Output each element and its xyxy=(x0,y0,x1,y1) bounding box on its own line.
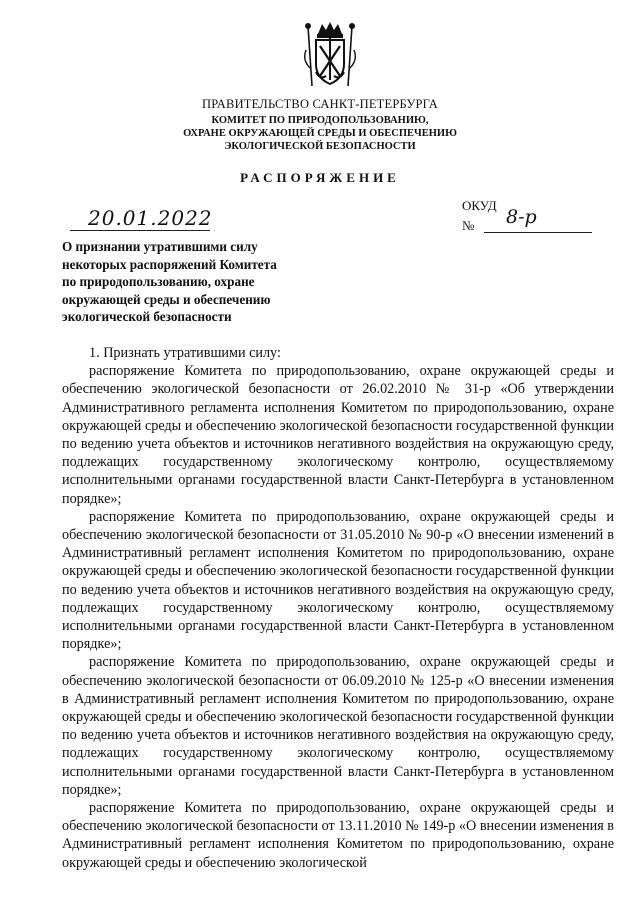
document-body xyxy=(62,344,614,872)
subject-line: окружающей среды и обеспечению xyxy=(62,291,271,307)
document-number: 8-р xyxy=(506,206,537,228)
subject-line: О признании утратившими силу xyxy=(62,239,258,254)
coat-of-arms-icon xyxy=(302,20,358,92)
committee-name xyxy=(0,114,640,153)
paragraph: распоряжение Комитета по природопользованию, охране окружающей среды и обеспечению экологической безопасности от 06.09.2010 № 125-р «О внесении изменения в Административный регламент исполнения Комитетом по природопользованию, охране окружающей среды и обеспечению экологической безопасности государственной функции по ведению учета объектов и источников негативного воздействия на окружающую среду, подлежащих государственному экологическому контролю, осуществляемому исполнительными органами государственной власти Санкт-Петербурга в установленном порядке»; xyxy=(62,654,614,798)
paragraph: 1. Признать утратившими силу: xyxy=(89,345,281,361)
committee-line-2: ОХРАНЕ ОКРУЖАЮЩЕЙ СРЕДЫ И ОБЕСПЕЧЕНИЮ xyxy=(183,128,457,139)
document-type: РАСПОРЯЖЕНИЕ xyxy=(240,170,400,185)
document-date: 20.01.2022 xyxy=(88,206,213,230)
number-sign: № xyxy=(462,218,475,233)
committee-line-1: КОМИТЕТ ПО ПРИРОДОПОЛЬЗОВАНИЮ, xyxy=(211,115,429,126)
paragraph: распоряжение Комитета по природопользованию, охране окружающей среды и обеспечению экологической безопасности от 13.11.2010 № 149-р «О внесении изменения в Административный регламент исполнения Комитетом по природопользованию, охране окружающей среды и обеспечению экологической xyxy=(62,800,614,871)
date-underline xyxy=(70,230,210,231)
committee-line-3: ЭКОЛОГИЧЕСКОЙ БЕЗОПАСНОСТИ xyxy=(224,141,416,152)
document-subject xyxy=(62,238,277,326)
government-title: ПРАВИТЕЛЬСТВО САНКТ-ПЕТЕРБУРГА xyxy=(202,97,438,111)
paragraph: распоряжение Комитета по природопользованию, охране окружающей среды и обеспечению экологической безопасности от 31.05.2010 № 90-р «О внесении изменений в Административный регламент исполнения Комитетом по природопользованию, охране окружающей среды и обеспечению экологической безопасности государственной функции по ведению учета объектов и источников негативного воздействия на окружающую среду, подлежащих государственному экологическому контролю, осуществляемому исполнительными органами государственной власти Санкт-Петербурга в установленном порядке»; xyxy=(62,508,614,653)
paragraph: распоряжение Комитета по природопользованию, охране окружающей среды и обеспечению экологической безопасности от 26.02.2010 № 31-р «Об утверждении Административного регламента исполнения Комитетом по природопользованию, охране окружающей среды и обеспечению экологической безопасности государственной функции по ведению учета объектов и источников негативного воздействия на окружающую среду, подлежащих государственному экологическому контролю, осуществляемому исполнительными органами государственной власти Санкт-Петербурга в установленном порядке»; xyxy=(62,363,614,507)
number-underline xyxy=(484,232,592,233)
subject-line: по природопользованию, охране xyxy=(62,274,255,289)
subject-line: экологической безопасности xyxy=(62,309,232,324)
subject-line: некоторых распоряжений Комитета xyxy=(62,256,277,272)
okud-label: ОКУД xyxy=(462,198,497,213)
